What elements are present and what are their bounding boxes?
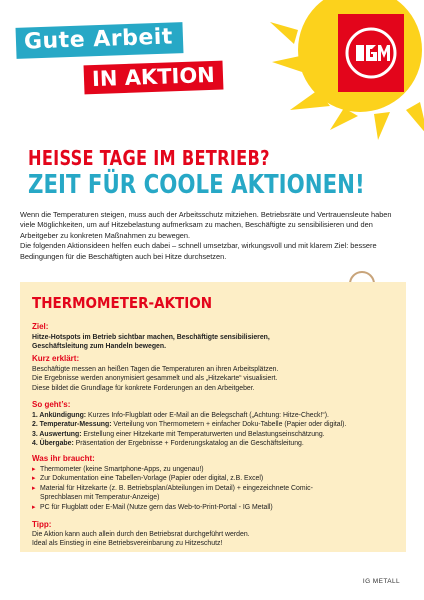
needs-list: [32, 465, 332, 512]
kurz-line-3: Diese bildet die Grundlage für konkrete Forderungen an den Arbeitgeber.: [32, 384, 255, 392]
title-banner: [16, 22, 184, 59]
section-heading-sogehts: So geht’s:: [32, 400, 71, 409]
intro-paragraph-2: Die folgenden Aktionsideen helfen euch dabei – schnell umsetzbar, wirkungsvoll und mit klarem Ziel: bessere Bedingungen für die Beschäftigten auch bei Hitze durchsetzen.: [20, 241, 377, 261]
steps-list: [32, 411, 402, 449]
need-item: ▸ Material für Hitzekarte (z. B. Betriebsplan/Abteilungen im Detail) + eingezeichnete Comic-Sprechblasen mit Temperatur-Anzeige): [32, 484, 332, 503]
need-item: ▸ PC für Flugblatt oder E-Mail (Nutze gern das Web-to-Print-Portal - IG Metall): [32, 503, 332, 512]
intro-text: [20, 210, 406, 262]
step-item: 3. Auswertung: Erstellung einer Hitzekarte mit Temperaturwerten und Belastungseinschätzung.: [32, 430, 325, 438]
need-item: ▸ Thermometer (keine Smartphone-Apps, zu ungenau!): [32, 465, 332, 474]
section-heading-ziel: Ziel:: [32, 322, 49, 331]
header: [0, 0, 424, 140]
step-item: 2. Temperatur-Messung: Verteilung von Thermometern + einfacher Doku-Tabelle (Papier oder digital).: [32, 421, 347, 429]
need-item: ▸ Zur Dokumentation eine Tabellen-Vorlage (Papier oder digital, z.B. Excel): [32, 474, 332, 483]
kurz-line-1: Beschäftigte messen an heißen Tagen die Temperaturen an ihren Arbeitsplätzen.: [32, 366, 279, 373]
title-line-1: Gute Arbeit: [23, 24, 174, 55]
tipp-line-2: Ideal als Einstieg in eine Betriebsvereinbarung zu Hitzeschutz!: [32, 540, 223, 548]
intro-paragraph-1: Wenn die Temperaturen steigen, muss auch der Arbeitsschutz mitziehen. Betriebsräte und Vertrauensleute haben viele Möglichkeiten, um auf Hitzebelastung aufmerksam zu machen, Beschäftigte zu sensibilisieren und den Arbeitgeber zu konkreten Maßnahmen zu bewegen.: [20, 210, 392, 240]
section-text-ziel: Hitze-Hotspots im Betrieb sichtbar machen, Beschäftigte sensibilisieren, Geschäftsleitung zum Handeln bewegen.: [32, 334, 270, 351]
section-heading-kurz: Kurz erklärt:: [32, 354, 80, 363]
title-line-2: IN AKTION: [91, 62, 216, 92]
tipp-line-1: Die Aktion kann auch allein durch den Betriebsrat durchgeführt werden.: [32, 531, 250, 538]
aktion-banner: [84, 61, 224, 95]
kurz-line-2: Die Ergebnisse werden anonymisiert gesammelt und als „Hitzekarte“ visualisiert.: [32, 375, 278, 383]
section-heading-brauch: Was ihr braucht:: [32, 454, 95, 463]
section-heading-tipp: Tipp:: [32, 520, 52, 529]
section-text-tipp: [32, 530, 372, 549]
igm-logo-icon: [344, 23, 398, 83]
headline-question: HEISSE TAGE IM BETRIEB?: [28, 146, 270, 170]
step-item: 4. Übergabe: Präsentation der Ergebnisse + Forderungskatalog an die Geschäftsleitung.: [32, 440, 304, 448]
thermometer-action-panel: [20, 282, 406, 552]
footer-brand: IG METALL: [362, 578, 400, 585]
igm-logo: [338, 14, 404, 92]
panel-title: THERMOMETER-AKTION: [32, 294, 213, 312]
headline-main: ZEIT FÜR COOLE AKTIONEN!: [28, 170, 365, 200]
step-item: 1. Ankündigung: Kurzes Info-Flugblatt oder E-Mail an die Belegschaft („Achtung: Hitze-Check!“).: [32, 412, 329, 419]
section-text-kurz: [32, 365, 322, 393]
